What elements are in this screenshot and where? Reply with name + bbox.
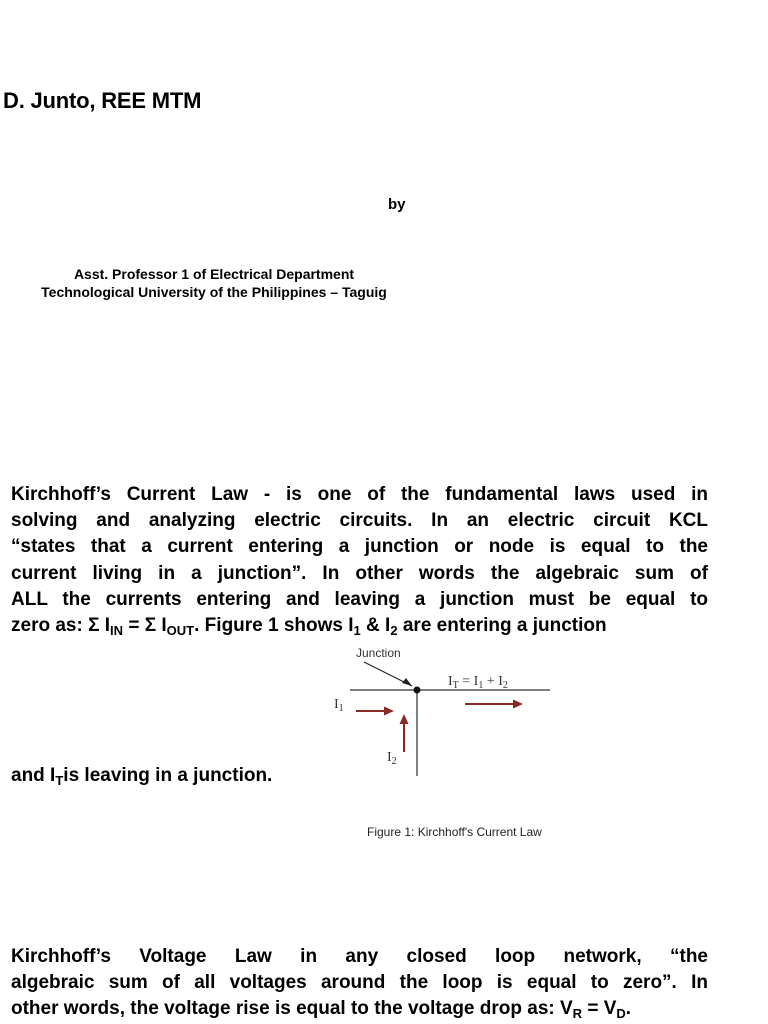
kcl-line-4: current living in a junction”. In other words the algebraic sum of — [11, 562, 708, 584]
i2-arrow-head — [400, 714, 409, 724]
subscript-r: R — [572, 1006, 583, 1022]
kcl-line-3: “states that a current entering a junction or node is equal to the — [11, 536, 708, 558]
kcl-line-2: solving and analyzing electric circuits. In an electric circuit KCL — [11, 510, 708, 532]
junction-node — [414, 687, 421, 694]
i2-label: $I_2$ — [387, 750, 397, 767]
kvl-line-1: Kirchhoff’s Voltage Law in any closed loop network, “the — [11, 946, 708, 967]
kvl-text: other words, the voltage rise is equal to the voltage drop as: V — [11, 998, 573, 1020]
kcl-text: . Figure 1 shows I — [194, 615, 354, 637]
kcl-tail-line — [11, 765, 272, 787]
author-name: D. Junto, REE MTM — [3, 88, 202, 113]
kcl-junction-diagram — [320, 640, 560, 780]
i1-arrow-head — [384, 707, 394, 716]
kcl-text: = Σ I — [123, 615, 167, 637]
subscript-out: OUT — [166, 623, 195, 639]
i1-label: $I_1$ — [334, 697, 344, 714]
junction-pointer-head — [402, 678, 412, 686]
subscript-d: D — [616, 1006, 626, 1022]
kcl-line-5: ALL the currents entering and leaving a junction must be equal to — [11, 588, 708, 610]
kcl-paragraph — [11, 482, 708, 639]
author-position: Asst. Professor 1 of Electrical Department — [73, 266, 355, 282]
kvl-text: . — [625, 998, 632, 1020]
subscript-in: IN — [110, 623, 124, 639]
junction-label: Junction — [356, 646, 401, 660]
subscript-2: 2 — [390, 623, 398, 639]
author-institution: Technological University of the Philippines – Taguig — [41, 284, 387, 300]
author-affiliation — [24, 265, 404, 301]
kcl-text: are entering a junction — [397, 615, 607, 637]
kvl-paragraph — [11, 944, 708, 1023]
kvl-text: = V — [582, 998, 617, 1020]
by-label: by — [388, 196, 406, 213]
figure-caption: Figure 1: Kirchhoff's Current Law — [367, 825, 542, 839]
kvl-line-3 — [11, 996, 708, 1022]
it-arrow-head — [513, 700, 523, 709]
kcl-text: and I — [11, 765, 56, 786]
kcl-text: zero as: Σ I — [11, 615, 111, 637]
kcl-text: & I — [360, 615, 391, 637]
kcl-line-6 — [11, 613, 708, 639]
kvl-line-2: algebraic sum of all voltages around the loop is equal to zero”. In — [11, 972, 708, 994]
kcl-text: is leaving in a junction. — [63, 765, 273, 786]
kcl-line-1: Kirchhoff’s Current Law - is one of the fundamental laws used in — [11, 484, 708, 505]
subscript-1: 1 — [353, 623, 361, 639]
it-equation: $I_T = I_1 + I_2$ — [448, 674, 508, 691]
subscript-t: T — [55, 773, 64, 788]
